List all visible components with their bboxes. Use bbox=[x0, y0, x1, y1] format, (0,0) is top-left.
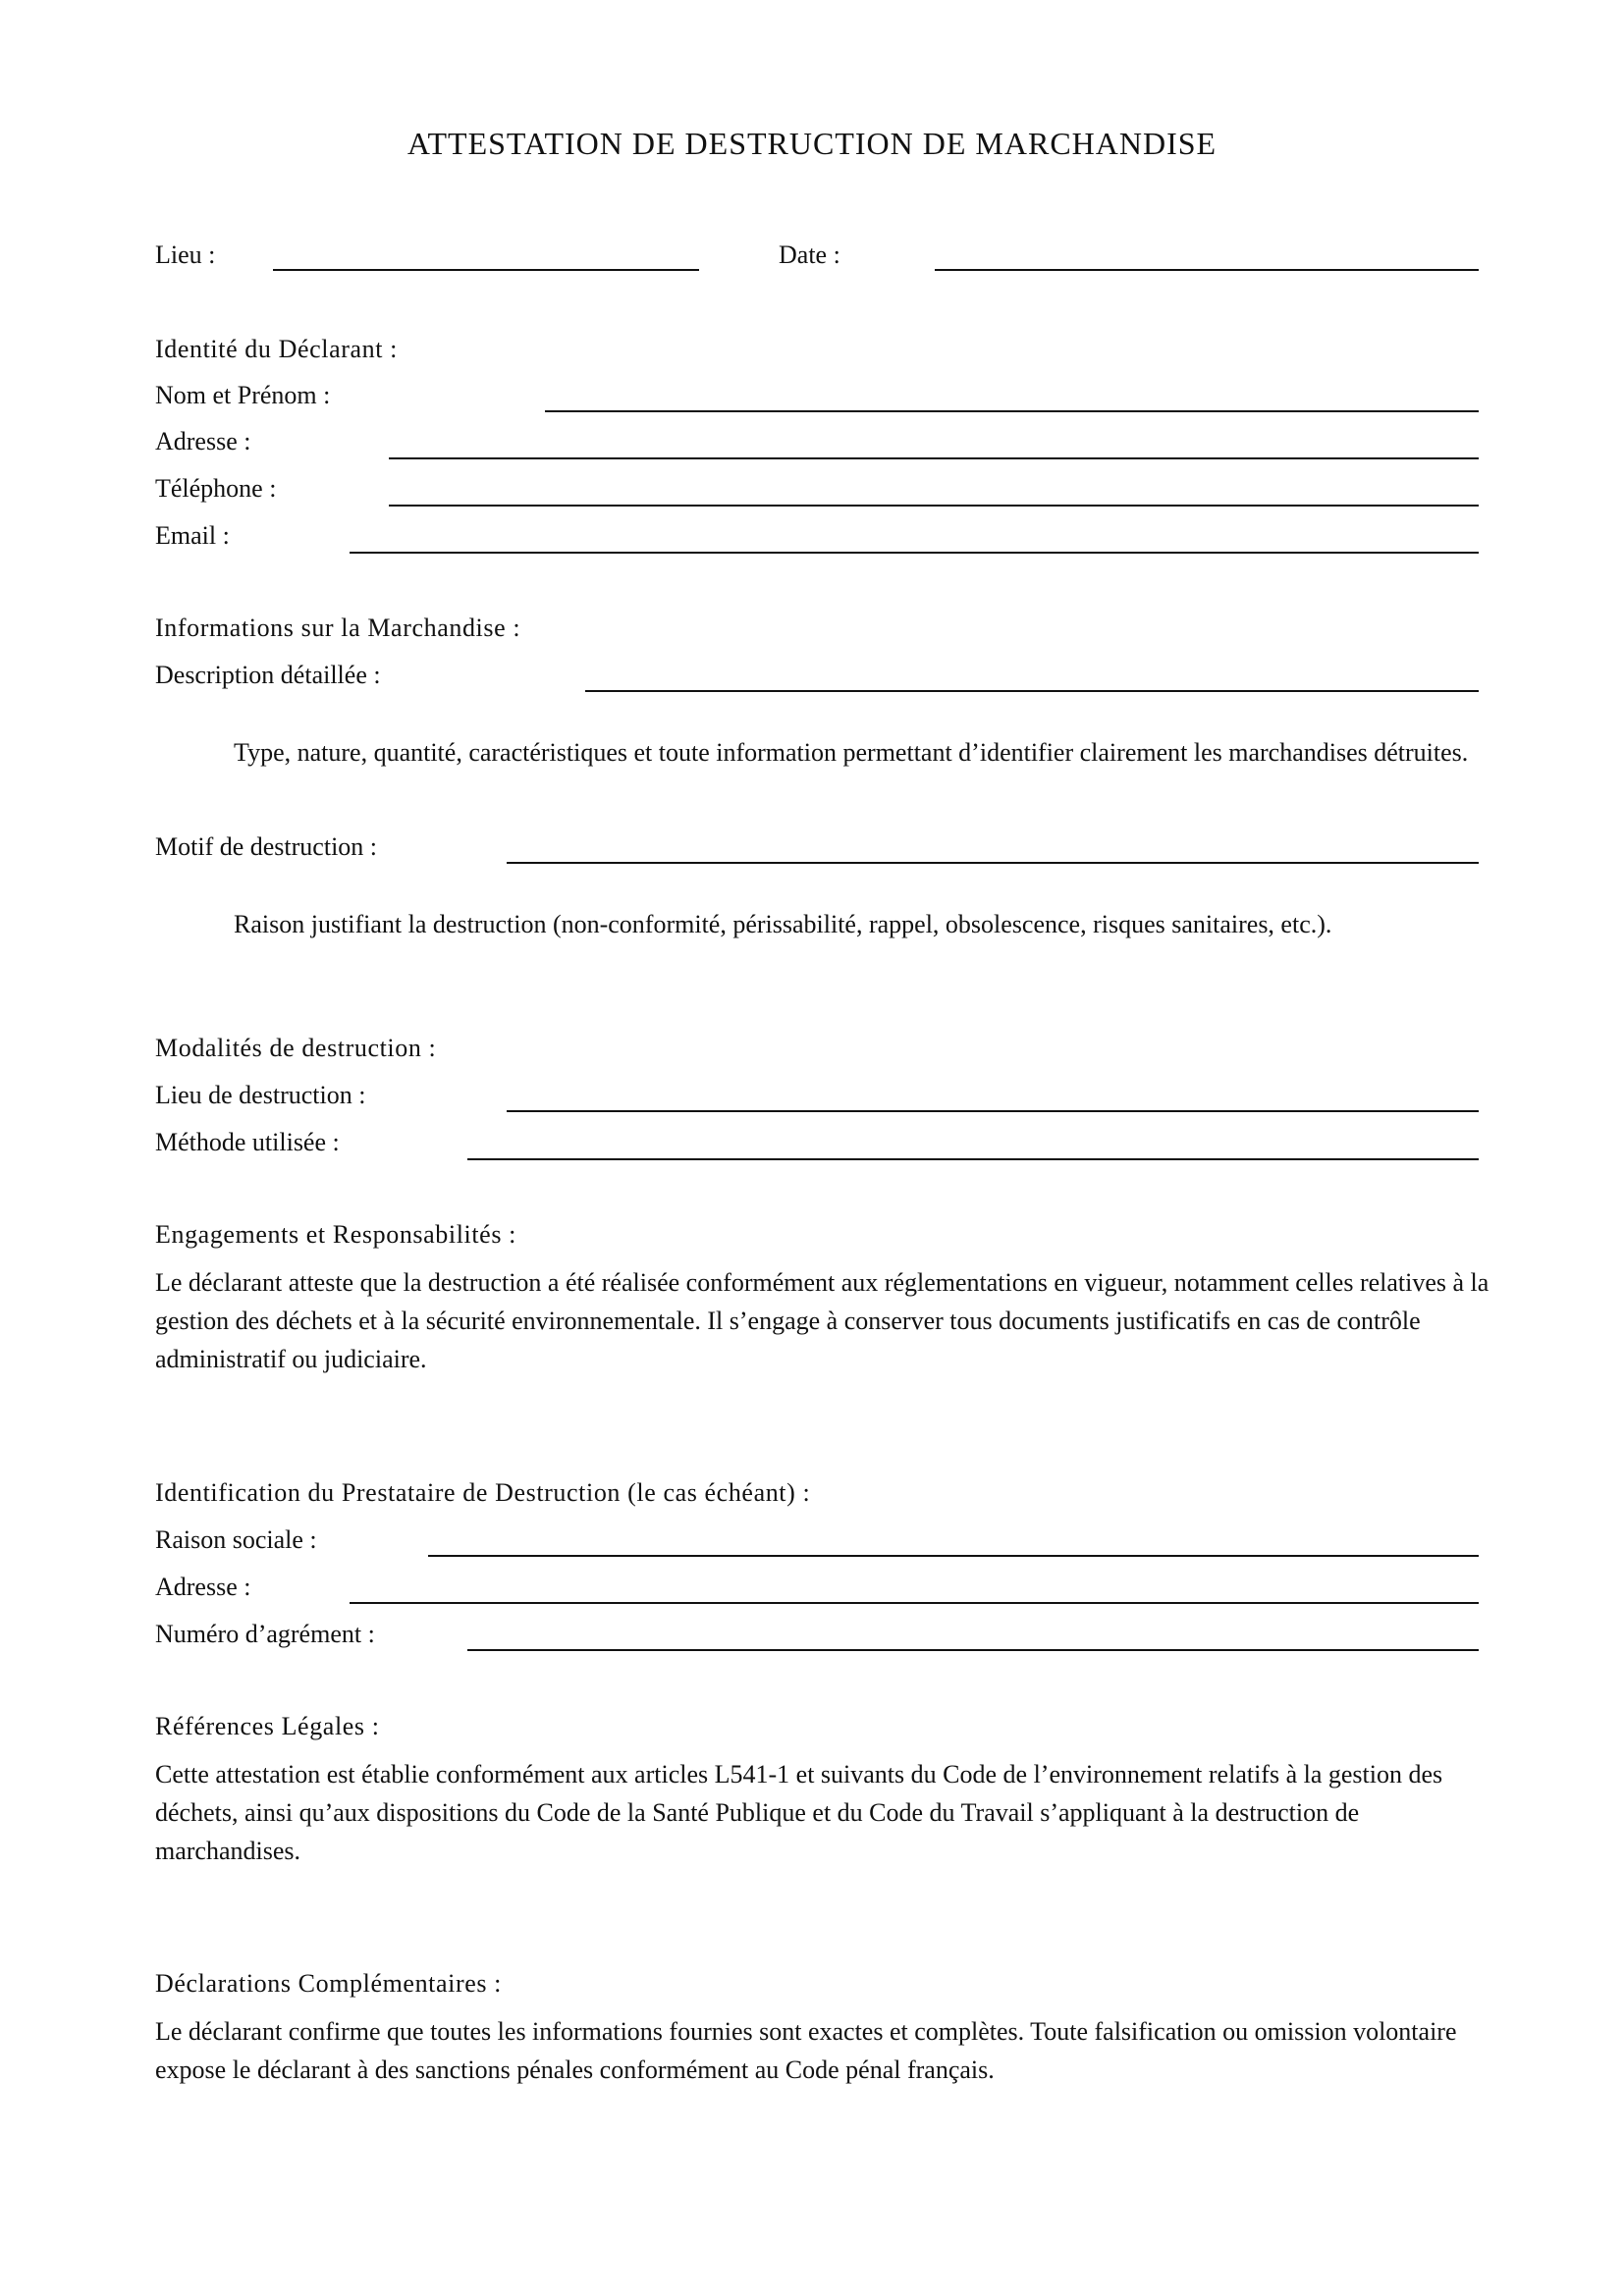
document-title: ATTESTATION DE DESTRUCTION DE MARCHANDISE bbox=[406, 126, 1218, 161]
adresse-label: Adresse : bbox=[155, 427, 251, 455]
motif-hint: Raison justifiant la destruction (non-conformité, périssabilité, rappel, obsolescence, risques sanitaires, etc.). bbox=[234, 910, 1332, 938]
raison-sociale-label: Raison sociale : bbox=[155, 1525, 317, 1554]
nom-label: Nom et Prénom : bbox=[155, 381, 331, 409]
agrement-field[interactable] bbox=[467, 1649, 1479, 1651]
adresse-field[interactable] bbox=[389, 457, 1479, 459]
description-hint: Type, nature, quantité, caractéristiques et toute information permettant d’identifier clairement les marchandises détruites. bbox=[234, 738, 1469, 767]
engagements-heading: Engagements et Responsabilités : bbox=[155, 1220, 516, 1249]
date-label: Date : bbox=[779, 240, 840, 269]
references-heading: Références Légales : bbox=[155, 1712, 380, 1740]
engagements-text: Le déclarant atteste que la destruction a été réalisée conformément aux réglementations en vigueur, notamment celles relatives à la gestion des déchets et à la sécurité environnementale. Il s’engage à conserver tous documents justificatifs en cas de contrôle administratif ou judiciaire. bbox=[155, 1268, 1489, 1373]
description-label: Description détaillée : bbox=[155, 661, 381, 689]
telephone-label: Téléphone : bbox=[155, 474, 277, 503]
telephone-field[interactable] bbox=[389, 505, 1479, 507]
methode-field[interactable] bbox=[467, 1158, 1479, 1160]
email-field[interactable] bbox=[350, 552, 1479, 554]
references-text: Cette attestation est établie conformément aux articles L541-1 et suivants du Code de l’environnement relatifs à la gestion des déchets, ainsi qu’aux dispositions du Code de la Santé Publique et du Code du Travail s’appliquant à la destruction de marchandises. bbox=[155, 1760, 1443, 1865]
declarant-heading: Identité du Déclarant : bbox=[155, 335, 398, 363]
declarations-heading: Déclarations Complémentaires : bbox=[155, 1969, 503, 1998]
motif-label: Motif de destruction : bbox=[155, 832, 378, 861]
raison-sociale-field[interactable] bbox=[428, 1555, 1479, 1557]
lieu-label: Lieu : bbox=[155, 240, 216, 269]
prestataire-adresse-label: Adresse : bbox=[155, 1573, 251, 1601]
description-field[interactable] bbox=[585, 690, 1479, 692]
prestataire-heading: Identification du Prestataire de Destruction (le cas échéant) : bbox=[155, 1478, 811, 1507]
marchandise-heading: Informations sur la Marchandise : bbox=[155, 614, 521, 642]
agrement-label: Numéro d’agrément : bbox=[155, 1620, 375, 1648]
methode-label: Méthode utilisée : bbox=[155, 1128, 340, 1156]
date-field[interactable] bbox=[935, 269, 1479, 271]
modalites-heading: Modalités de destruction : bbox=[155, 1034, 437, 1062]
lieu-destruction-field[interactable] bbox=[507, 1110, 1479, 1112]
email-label: Email : bbox=[155, 521, 230, 550]
declarations-text: Le déclarant confirme que toutes les informations fournies sont exactes et complètes. Toute falsification ou omission volontaire expose le déclarant à des sanctions pénales conformément au Code pénal français. bbox=[155, 2017, 1457, 2084]
lieu-field[interactable] bbox=[273, 269, 699, 271]
lieu-destruction-label: Lieu de destruction : bbox=[155, 1081, 366, 1109]
nom-field[interactable] bbox=[545, 410, 1479, 412]
motif-field[interactable] bbox=[507, 862, 1479, 864]
prestataire-adresse-field[interactable] bbox=[350, 1602, 1479, 1604]
